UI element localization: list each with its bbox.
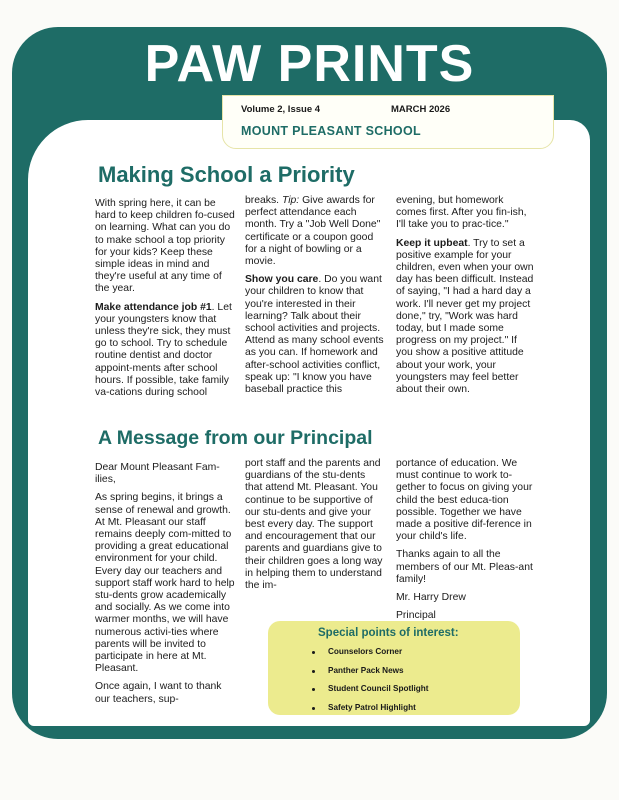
article1-column-2 (245, 195, 385, 402)
article1-tip: breaks. Tip: Give awards for perfect attendance each month. Try a "Job Well Done" certificate or a coupon good for a night of bowling or a movie. (245, 195, 381, 268)
issue-volume: Volume 2, Issue 4 (241, 104, 321, 115)
article1-column-3 (396, 195, 536, 402)
principal-paragraph-2-end: portance of education. We must continue to work to-gether to focus on giving your child the best educa-tion possible. Together we have made a positive dif-ference in your child's life. (396, 458, 533, 543)
principal-paragraph-2-middle: port staff and the parents and guardians of the stu-dents that attend Mt. Pleasant. You continue to be supportive of our stu-dents and give your best every day. The support and encouragement that our parents and guardians give to their children goes a long way in helping them to understand the im- (245, 458, 383, 592)
bullet-icon (312, 670, 315, 673)
list-item: Safety Patrol Highlight (306, 702, 429, 721)
care-label: Show you care (245, 274, 319, 286)
issue-info-box (222, 95, 554, 149)
tip-label: Tip: (281, 195, 300, 206)
article1-section-upbeat: Keep it upbeat. Try to set a positive example for your children, even when your own day has been difficult. Instead of saying, "I had a hard day a work. I'll never get my project done," try, "Work was hard today, but I made some progress on my project." If you show a positive attitude about your work, your youngsters may feel better about their own. (396, 237, 534, 396)
article1-care-continued: evening, but homework comes first. After you fin-ish, I'll take you to prac-tice." (396, 195, 527, 231)
school-name: MOUNT PLEASANT SCHOOL (241, 124, 421, 138)
upbeat-label: Keep it upbeat (396, 237, 468, 249)
article2-column-3 (396, 458, 536, 628)
article2-column-2 (245, 458, 385, 598)
list-item: Panther Pack News (306, 665, 429, 684)
list-item: Counselors Corner (306, 646, 429, 665)
article-headline-priority: Making School a Priority (98, 162, 355, 187)
bullet-icon (312, 651, 315, 654)
principal-salutation: Dear Mount Pleasant Fam-ilies, (95, 462, 220, 486)
principal-paragraph-1: As spring begins, it brings a sense of renewal and growth. At Mt. Pleasant our staff remains deeply com-mitted to providing a great educational environment for your child. Every day our teachers and support staff work hard to help stu-dents grow academically and socially. As we come into warmer months, we will have numerous activi-ties where parents will be invited to participate in here at Mt. Pleasant. (95, 492, 235, 675)
special-points-title: Special points of interest: (318, 627, 459, 639)
article1-section-attendance: Make attendance job #1. Let your youngsters know that unless they're sick, they must go to school. Try to schedule routine dentist and doctor appoint-ments after school hours. If possible, take family va-cations during school (95, 301, 232, 399)
special-points-list (306, 646, 429, 720)
article1-column-1 (95, 198, 235, 405)
bullet-icon (312, 688, 315, 691)
article2-column-1 (95, 462, 235, 712)
attendance-label: Make attendance job #1 (95, 301, 212, 313)
article-headline-principal: A Message from our Principal (98, 427, 373, 449)
article1-intro: With spring here, it can be hard to keep children fo-cused on learning. What can you do to make school a top priority for your kids? Keep these simple ideas in mind and they're useful at any time of the year. (95, 198, 235, 295)
list-item: Student Council Spotlight (306, 683, 429, 702)
principal-role: Principal (396, 610, 436, 622)
principal-signature: Mr. Harry Drew (396, 592, 466, 604)
issue-date: MARCH 2026 (391, 104, 451, 115)
principal-paragraph-2-start: Once again, I want to thank our teachers, sup- (95, 681, 222, 705)
newsletter-title: PAW PRINTS (144, 35, 475, 93)
special-points-box (268, 621, 520, 715)
article1-section-care: Show you care. Do you want your children to know that you're interested in their learning? Talk about their school activities and projects. Attend as many school events as you can. If homework and after-school activities conflict, speak up: "I know you have baseball practice this (245, 274, 384, 396)
principal-thanks: Thanks again to all the members of our Mt. Pleas-ant family! (396, 549, 533, 585)
bullet-icon (312, 707, 315, 710)
